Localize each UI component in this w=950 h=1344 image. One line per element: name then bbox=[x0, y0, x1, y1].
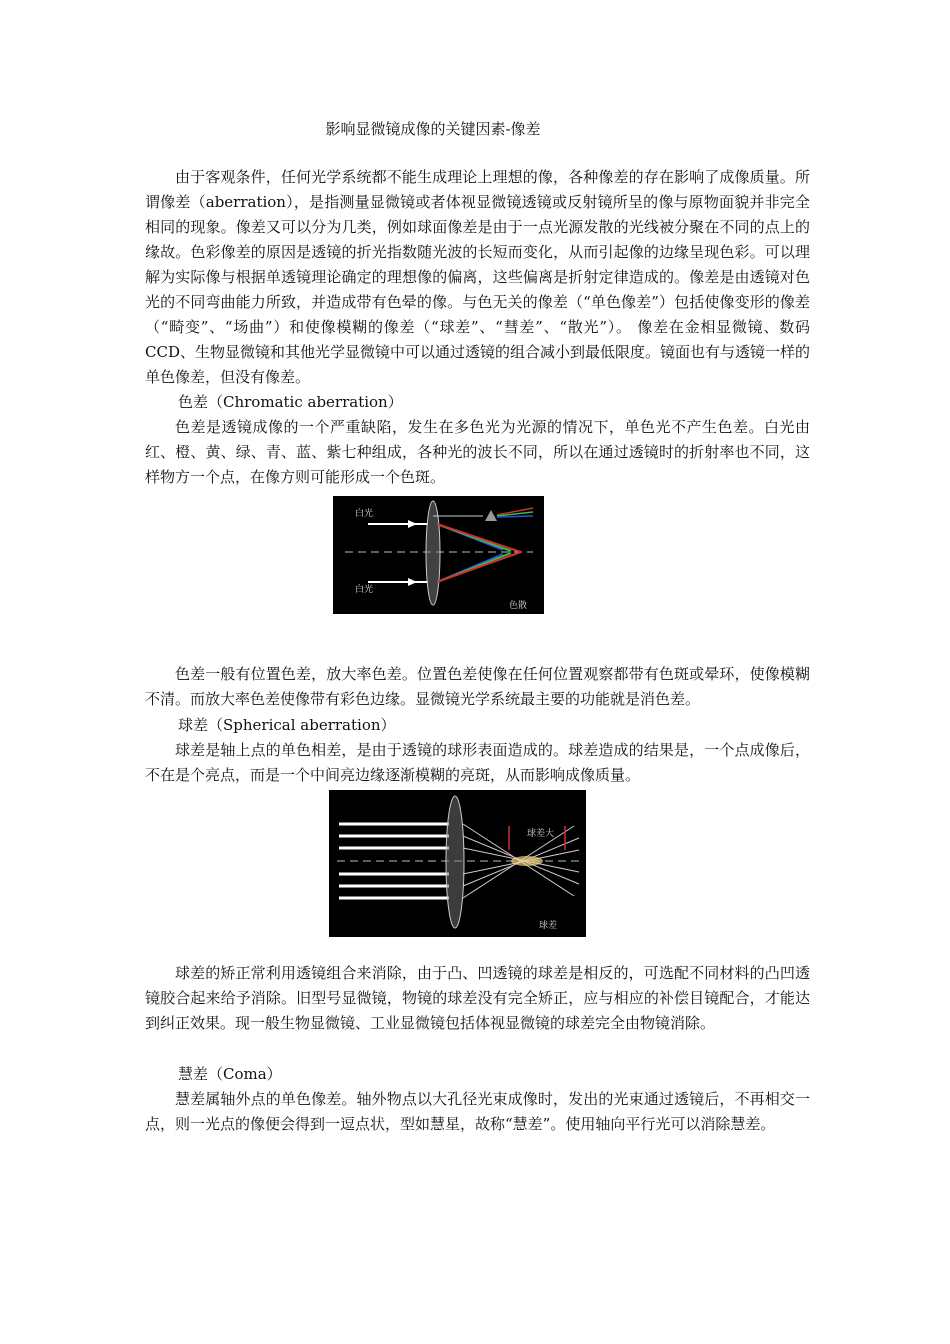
label-spherical: 球差 bbox=[539, 921, 558, 931]
spherical-paragraph-2: 球差的矫正常利用透镜组合来消除，由于凸、凹透镜的球差是相反的，可选配不同材料的凸凹透镜胶合起来给予消除。旧型号显微镜，物镜的球差没有完全矫正，应与相应的补偿目镜配合，才能达到纠正效果。现一般生物显微镜、工业显微镜包括体视显微镜的球差完全由物镜消除。 bbox=[145, 964, 810, 1032]
intro-paragraph: 由于客观条件，任何光学系统都不能生成理论上理想的像，各种像差的存在影响了成像质量。所谓像差（aberration），是指测量显微镜或者体视显微镜透镜或反射镜所呈的像与原物面貌并非完全相同的现象。像差又可以分为几类，例如球面像差是由于一点光源发散的光线被分聚在不同的点上的缘故。色彩像差的原因是透镜的折光指数随光波的长短而变化，从而引起像的边缘呈现色彩。可以理解为实际像与根据单透镜理论确定的理想像的偏离，这些偏离是折射定律造成的。像差是由透镜对色光的不同弯曲能力所致，并造成带有色晕的像。与色无关的像差（“单色像差”）包括使像变形的像差（“畸变”、“场曲”）和使像模糊的像差（“球差”、“彗差”、“散光”）。 像差在金相显微镜、数码 CCD、生物显微镜和其他光学显微镜中可以通过透镜的组合减小到最低限度。镜面也有与透镜一样的单色像差，但没有像差。 bbox=[145, 168, 810, 386]
spectrum-blue bbox=[497, 516, 533, 517]
chromatic-aberration-figure bbox=[333, 496, 544, 614]
intro-paragraph-block bbox=[145, 165, 810, 390]
coma-paragraph-1: 慧差属轴外点的单色像差。轴外物点以大孔径光束成像时，发出的光束通过透镜后，不再相交一点，则一光点的像便会得到一逗点状，型如慧星，故称“慧差”。使用轴向平行光可以消除慧差。 bbox=[145, 1090, 810, 1133]
label-white-light-top: 白光 bbox=[355, 509, 374, 519]
chromatic-paragraph-block-2 bbox=[145, 662, 810, 712]
label-dispersion: 色散 bbox=[509, 601, 528, 611]
chromatic-paragraph-1: 色差是透镜成像的一个严重缺陷，发生在多色光为光源的情况下，单色光不产生色差。白光由红、橙、黄、绿、青、蓝、紫七种组成，各种光的波长不同，所以在通过透镜时的折射率也不同，这样物方一个点，在像方则可能形成一个色斑。 bbox=[145, 418, 810, 486]
coma-heading: 慧差（Coma） bbox=[178, 1065, 282, 1083]
chromatic-paragraph-block bbox=[145, 415, 810, 490]
label-spherical-large: 球差大 bbox=[527, 829, 555, 839]
spherical-aberration-figure bbox=[329, 790, 586, 937]
spherical-heading: 球差（Spherical aberration） bbox=[178, 716, 396, 734]
convex-lens bbox=[426, 501, 440, 605]
focal-spot bbox=[511, 856, 543, 866]
label-white-light-bottom: 白光 bbox=[355, 585, 374, 595]
spherical-paragraph-1: 球差是轴上点的单色相差，是由于透镜的球形表面造成的。球差造成的结果是，一个点成像后，不在是个亮点，而是一个中间亮边缘逐渐模糊的亮斑，从而影响成像质量。 bbox=[145, 741, 810, 784]
coma-paragraph-block bbox=[145, 1087, 810, 1137]
spherical-paragraph-block bbox=[145, 738, 810, 788]
chromatic-heading: 色差（Chromatic aberration） bbox=[178, 393, 403, 411]
spherical-diagram bbox=[329, 790, 586, 937]
page-title: 影响显微镜成像的关键因素-像差 bbox=[325, 120, 541, 138]
chromatic-paragraph-2: 色差一般有位置色差，放大率色差。位置色差使像在任何位置观察都带有色斑或晕环，使像模糊不清。而放大率色差使像带有彩色边缘。显微镜光学系统最主要的功能就是消色差。 bbox=[145, 665, 810, 708]
convex-lens bbox=[446, 796, 464, 928]
chromatic-diagram bbox=[333, 496, 544, 614]
spherical-paragraph-block-2 bbox=[145, 961, 810, 1036]
